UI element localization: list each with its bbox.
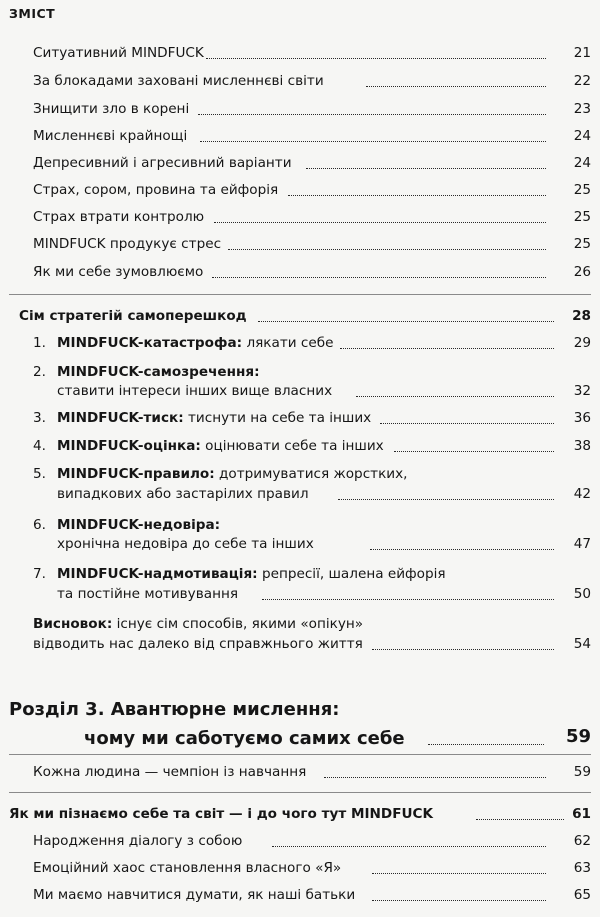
toc-page-number: 63 [573, 860, 591, 876]
dot-leader [228, 249, 546, 250]
toc-page-number: 25 [573, 182, 591, 198]
entry-subtitle: оцінювати себе та інших [205, 438, 384, 454]
dot-leader [288, 195, 546, 196]
page-header: ЗМІСТ [9, 6, 56, 21]
toc-page-number: 61 [572, 806, 591, 822]
toc-page-number: 24 [573, 155, 591, 171]
dot-leader [198, 114, 546, 115]
entry-bold-title: MINDFUCK-самозречення: [57, 364, 260, 380]
entry-subtitle: репресії, шалена ейфорія [261, 566, 446, 582]
toc-entry-title: Знищити зло в корені [33, 101, 190, 117]
toc-section-title: Як ми пізнаємо себе та світ — і до чого тут MINDFUCK [9, 806, 434, 822]
toc-page-number: 26 [573, 264, 591, 280]
entry-bold-title: MINDFUCK-надмотивація: [57, 566, 258, 582]
dot-leader [366, 86, 546, 87]
toc-page-number: 65 [573, 887, 591, 903]
entry-subtitle: хронічна недовіра до себе та інших [57, 536, 314, 552]
toc-page-number: 24 [573, 128, 591, 144]
chapter-title: Розділ 3. Авантюрне мислення: [9, 699, 340, 720]
toc-page-number: 21 [573, 45, 591, 61]
dot-leader [372, 649, 554, 650]
entry-number: 6. [33, 517, 46, 533]
toc-page-number: 25 [573, 209, 591, 225]
toc-entry-title: Ми маємо навчитися думати, як наші батьки [33, 887, 356, 903]
toc-entry-title: Народження діалогу з собою [33, 833, 243, 849]
toc-page-number: 36 [573, 410, 591, 426]
dot-leader [370, 549, 554, 550]
toc-page-number: 22 [573, 73, 591, 89]
entry-number: 2. [33, 364, 46, 380]
dot-leader [356, 396, 554, 397]
toc-page-number: 32 [573, 383, 591, 399]
dot-leader [212, 277, 546, 278]
toc-page-number: 54 [573, 636, 591, 652]
entry-subtitle: дотримуватися жорстких, [219, 466, 408, 482]
entry-bold-title: MINDFUCK-тиск: [57, 410, 184, 426]
section-divider [9, 754, 591, 755]
toc-entry-title: Депресивний і агресивний варіанти [33, 155, 292, 171]
entry-subtitle: та постійне мотивування [57, 586, 239, 602]
toc-page-number: 59 [573, 764, 591, 780]
toc-entry-title: MINDFUCK продукує стрес [33, 236, 222, 252]
entry-number: 4. [33, 438, 46, 454]
toc-entry-title: Мисленнєві крайнощі [33, 128, 188, 144]
dot-leader [272, 846, 546, 847]
dot-leader [214, 222, 546, 223]
section-divider [9, 792, 591, 793]
toc-entry-title: Ситуативний MINDFUCK [33, 45, 204, 61]
entry-subtitle: існує сім способів, якими «опікун» [116, 616, 364, 632]
toc-page-number: 47 [573, 536, 591, 552]
dot-leader [476, 819, 564, 820]
entry-bold-title: MINDFUCK-недовіра: [57, 517, 221, 533]
dot-leader [372, 900, 546, 901]
entry-number: 3. [33, 410, 46, 426]
dot-leader [306, 168, 546, 169]
dot-leader [380, 423, 554, 424]
entry-number: 7. [33, 566, 46, 582]
entry-subtitle: випадкових або застарілих правил [57, 486, 309, 502]
entry-number: 1. [33, 335, 46, 351]
toc-page-number: 62 [573, 833, 591, 849]
entry-subtitle: ставити інтереси інших вище власних [57, 383, 333, 399]
entry-subtitle: відводить нас далеко від справжнього життя [33, 636, 363, 652]
toc-page-number: 59 [565, 726, 591, 747]
entry-subtitle: лякати себе [246, 335, 334, 351]
dot-leader [324, 777, 546, 778]
toc-entry-title: Як ми себе зумовлюємо [33, 264, 204, 280]
toc-page-number: 25 [573, 236, 591, 252]
entry-bold-title: MINDFUCK-катастрофа: [57, 335, 243, 351]
dot-leader [206, 58, 546, 59]
dot-leader [340, 348, 554, 349]
dot-leader [338, 499, 554, 500]
toc-page-number: 29 [573, 335, 591, 351]
toc-page-number: 28 [572, 308, 591, 324]
dot-leader [262, 599, 554, 600]
dot-leader [428, 744, 544, 745]
entry-bold-title: MINDFUCK-оцінка: [57, 438, 201, 454]
section-divider [9, 294, 591, 295]
toc-entry-title: Страх втрати контролю [33, 209, 205, 225]
toc-entry-title: За блокадами заховані мисленнєві світи [33, 73, 324, 89]
chapter-subtitle: чому ми саботуємо самих себе [84, 728, 405, 749]
entry-bold-title: Висновок: [33, 616, 113, 632]
toc-section-title: Сім стратегій самоперешкод [19, 308, 247, 324]
toc-page-number: 38 [573, 438, 591, 454]
toc-entry-title: Кожна людина — чемпіон із навчання [33, 764, 307, 780]
entry-subtitle: тиснути на себе та інших [188, 410, 372, 426]
dot-leader [394, 451, 554, 452]
entry-number: 5. [33, 466, 46, 482]
dot-leader [258, 321, 554, 322]
toc-page-number: 50 [573, 586, 591, 602]
dot-leader [200, 141, 546, 142]
toc-page-number: 23 [573, 101, 591, 117]
dot-leader [372, 873, 546, 874]
toc-entry-title: Емоційний хаос становлення власного «Я» [33, 860, 342, 876]
entry-bold-title: MINDFUCK-правило: [57, 466, 215, 482]
toc-page-number: 42 [573, 486, 591, 502]
toc-entry-title: Страх, сором, провина та ейфорія [33, 182, 279, 198]
